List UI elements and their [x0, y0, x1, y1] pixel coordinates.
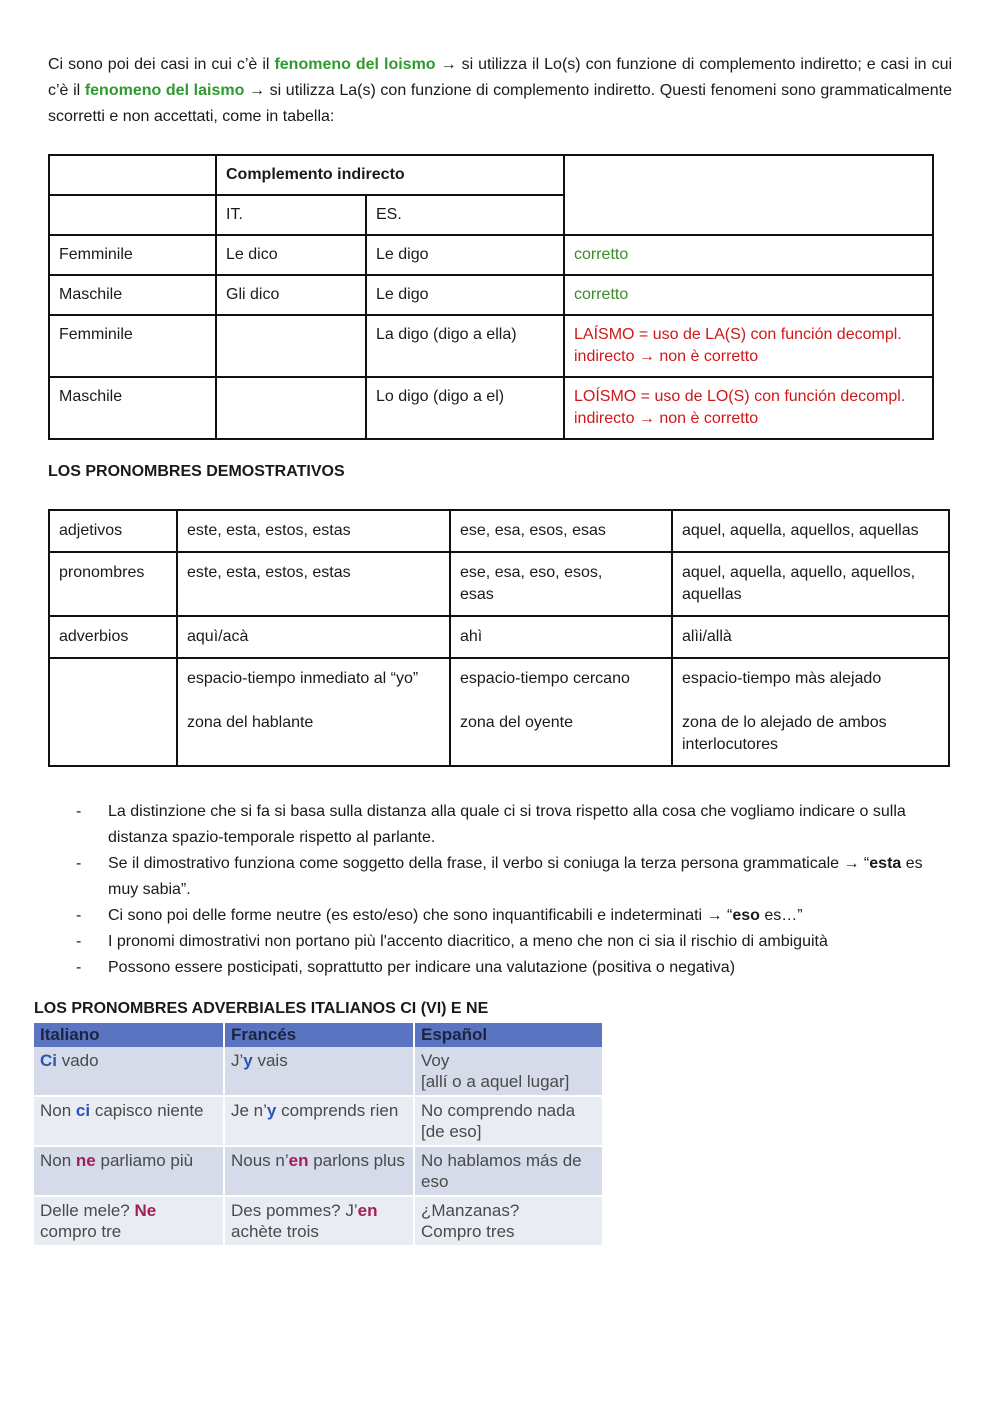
- es-cell: Le digo: [366, 275, 564, 315]
- bullet-dash: -: [76, 855, 82, 872]
- cell-text: Non: [40, 1151, 76, 1170]
- bullet-bold: esta: [869, 855, 902, 872]
- spanish-cell: [414, 1146, 603, 1196]
- cell-text: achète trois: [231, 1222, 319, 1241]
- gender-cell: Femminile: [49, 235, 216, 275]
- italian-cell: [34, 1096, 224, 1146]
- bullet-text: La distinzione che si fa si basa sulla distanza alla quale ci si trova rispetto alla cosa che vogliamo indicare o sulla distanza spazio-temporale rispetto al parlante.: [108, 803, 906, 846]
- keyword: Ci: [40, 1051, 57, 1070]
- bullet-bold: eso: [732, 907, 760, 924]
- gender-cell: Maschile: [49, 275, 216, 315]
- cell-text: Non: [40, 1101, 76, 1120]
- table-cell-empty: [564, 155, 933, 235]
- french-cell: [224, 1096, 414, 1146]
- cell-line: zona de lo alejado de ambos interlocutores: [682, 714, 887, 753]
- cell-text: J’: [231, 1051, 244, 1070]
- french-cell: [224, 1146, 414, 1196]
- table-cell: aquel, aquella, aquello, aquellos, aquellas: [672, 552, 949, 616]
- table-header: Complemento indirecto: [216, 155, 564, 195]
- table-cell-empty: [49, 155, 216, 195]
- loismo-highlight: fenomeno del loismo: [274, 56, 436, 73]
- gender-cell: Maschile: [49, 377, 216, 439]
- bullet-text: Ci sono poi delle forme neutre (es esto/eso) che sono inquantificabili e indeterminati → “: [108, 907, 733, 924]
- demonstratives-table: [48, 509, 950, 767]
- keyword: ne: [75, 1151, 96, 1170]
- cell-line: zona del hablante: [187, 714, 314, 731]
- intro-text-1: Ci sono poi dei casi in cui c’è il: [48, 56, 275, 73]
- table-cell: [672, 658, 949, 766]
- note-cell: LOÍSMO = uso de LO(S) con función decompl. indirecto → non è corretto: [564, 377, 933, 439]
- cell-text: comprends rien: [276, 1101, 399, 1120]
- cell-line: Compro tres: [421, 1222, 515, 1241]
- cell-line: [de eso]: [421, 1122, 482, 1141]
- bullet-text: I pronomi dimostrativi non portano più l'accento diacritico, a meno che non ci sia il rischio di ambiguità: [108, 933, 828, 950]
- table-row: [34, 1196, 603, 1246]
- bullet-text: es muy sabia”.: [108, 855, 923, 898]
- spanish-cell: [414, 1047, 603, 1096]
- column-header-es: ES.: [366, 195, 564, 235]
- cell-text: Nous n’: [231, 1151, 289, 1170]
- note-cell: LAÍSMO = uso de LA(S) con función decompl. indirecto → non è corretto: [564, 315, 933, 377]
- table-row: [49, 315, 933, 377]
- cell-text: capisco niente: [90, 1101, 204, 1120]
- table-cell-empty: [49, 658, 177, 766]
- table-row: [34, 1096, 603, 1146]
- table-cell: ahì: [450, 616, 672, 658]
- intro-text-3: → si utilizza La(s) con funzione di complemento indiretto. Questi fenomeni sono grammaticalmente scorretti e non accettati, come in tabella:: [48, 82, 952, 125]
- list-item: [76, 799, 946, 851]
- table-cell: este, esta, estos, estas: [177, 552, 450, 616]
- es-cell: La digo (digo a ella): [366, 315, 564, 377]
- note-cell: corretto: [564, 235, 933, 275]
- section-heading-demostrativos: LOS PRONOMBRES DEMOSTRATIVOS: [48, 463, 345, 480]
- table-header-row: [34, 1023, 603, 1047]
- column-header: Italiano: [34, 1023, 224, 1047]
- cell-text: Je n’: [231, 1101, 267, 1120]
- row-label: adverbios: [49, 616, 177, 658]
- italian-cell: [34, 1047, 224, 1096]
- french-cell: [224, 1047, 414, 1096]
- table-cell: aquel, aquella, aquellos, aquellas: [672, 510, 949, 552]
- cell-line: [allí o a aquel lugar]: [421, 1072, 570, 1091]
- column-header: Español: [414, 1023, 603, 1047]
- cell-line: No comprendo nada: [421, 1101, 576, 1120]
- table-cell: ese, esa, eso, esos, esas: [450, 552, 672, 616]
- table-row: [49, 616, 949, 658]
- cell-text: Delle mele?: [40, 1201, 135, 1220]
- table-row: [49, 552, 949, 616]
- cell-line: espacio-tiempo cercano: [460, 670, 630, 687]
- it-cell: [216, 315, 366, 377]
- adverbial-pronouns-table: [34, 1023, 604, 1247]
- table-cell: alìi/allà: [672, 616, 949, 658]
- table-cell: este, esta, estos, estas: [177, 510, 450, 552]
- column-header-it: IT.: [216, 195, 366, 235]
- bullet-text: es…”: [759, 907, 803, 924]
- cell-line: zona del oyente: [460, 714, 573, 731]
- table-cell: [450, 658, 672, 766]
- cell-line: espacio-tiempo inmediato al “yo”: [187, 670, 419, 687]
- keyword: y: [243, 1051, 253, 1070]
- intro-paragraph: [48, 52, 952, 130]
- bullet-dash: -: [76, 803, 82, 820]
- indirect-complement-table: [48, 154, 934, 440]
- table-cell: ese, esa, esos, esas: [450, 510, 672, 552]
- cell-line: ¿Manzanas?: [421, 1201, 520, 1220]
- table-row: [49, 235, 933, 275]
- keyword: en: [288, 1151, 309, 1170]
- row-label: pronombres: [49, 552, 177, 616]
- keyword: Ne: [134, 1201, 157, 1220]
- cell-line: espacio-tiempo màs alejado: [682, 670, 882, 687]
- keyword: y: [266, 1101, 277, 1120]
- italian-cell: [34, 1196, 224, 1246]
- it-cell: Gli dico: [216, 275, 366, 315]
- bullet-text: Possono essere posticipati, soprattutto per indicare una valutazione (positiva o negativa): [108, 959, 736, 976]
- column-header: Francés: [224, 1023, 414, 1047]
- cell-text: vais: [252, 1051, 288, 1070]
- table-cell-empty: [49, 195, 216, 235]
- cell-text: compro tre: [40, 1222, 122, 1241]
- table-cell: aquì/acà: [177, 616, 450, 658]
- gender-cell: Femminile: [49, 315, 216, 377]
- note-cell: corretto: [564, 275, 933, 315]
- cell-text: Des pommes? J’: [231, 1201, 358, 1220]
- keyword: en: [357, 1201, 378, 1220]
- spanish-cell: [414, 1196, 603, 1246]
- italian-cell: [34, 1146, 224, 1196]
- cell-text: parliamo più: [95, 1151, 194, 1170]
- keyword: ci: [75, 1101, 91, 1120]
- list-item: [76, 903, 946, 929]
- table-row: [34, 1047, 603, 1096]
- table-cell: [177, 658, 450, 766]
- bullet-dash: -: [76, 933, 82, 950]
- es-cell: Lo digo (digo a el): [366, 377, 564, 439]
- cell-text: vado: [57, 1051, 99, 1070]
- row-label: adjetivos: [49, 510, 177, 552]
- table-row: [34, 1146, 603, 1196]
- cell-line: No hablamos más de eso: [421, 1151, 582, 1191]
- list-item: [76, 851, 946, 903]
- french-cell: [224, 1196, 414, 1246]
- it-cell: [216, 377, 366, 439]
- section-heading-adverbiales: LOS PRONOMBRES ADVERBIALES ITALIANOS CI (VI) E NE: [34, 1000, 489, 1017]
- es-cell: Le digo: [366, 235, 564, 275]
- table-row: [49, 658, 949, 766]
- list-item: [76, 929, 946, 955]
- laismo-highlight: fenomeno del laismo: [84, 82, 245, 99]
- bullet-text: Se il dimostrativo funziona come soggetto della frase, il verbo si coniuga la terza persona grammaticale → “: [108, 855, 870, 872]
- list-item: [76, 955, 946, 981]
- it-cell: Le dico: [216, 235, 366, 275]
- cell-text: parlons plus: [308, 1151, 405, 1170]
- cell-line: Voy: [421, 1051, 450, 1070]
- spanish-cell: [414, 1096, 603, 1146]
- bullet-dash: -: [76, 907, 82, 924]
- intro-text-2: → si utilizza il Lo(s) con funzione di complemento indiretto; e casi in cui c’è il: [48, 56, 953, 99]
- table-row: [49, 377, 933, 439]
- table-row: [49, 275, 933, 315]
- bullet-dash: -: [76, 959, 82, 976]
- table-row: [49, 510, 949, 552]
- bullet-list: [76, 799, 946, 981]
